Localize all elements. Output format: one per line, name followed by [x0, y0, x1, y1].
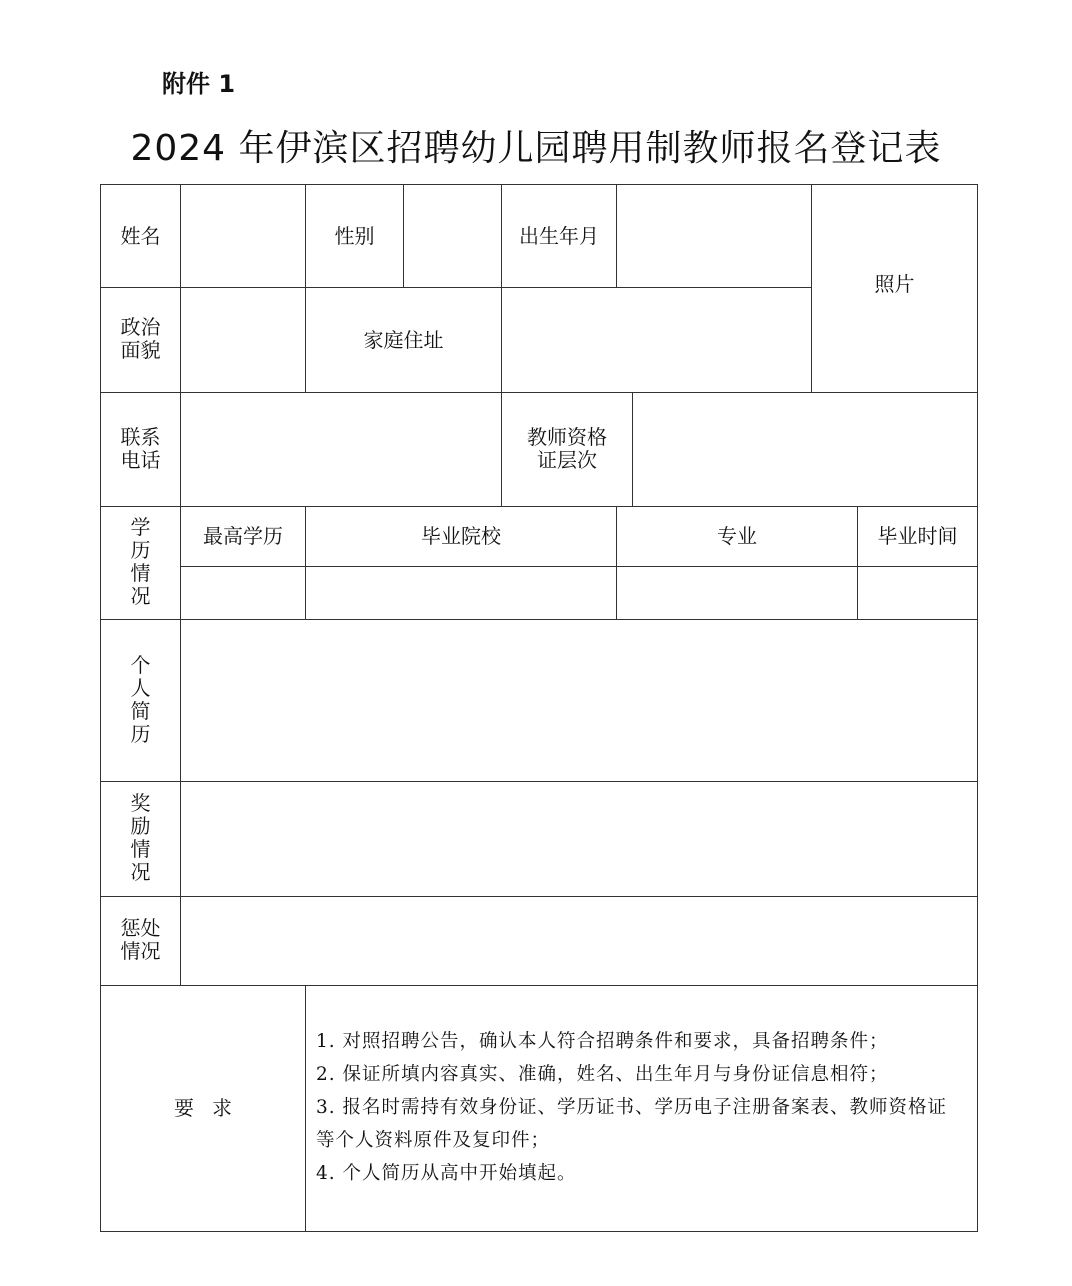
certificate-field[interactable] — [633, 393, 978, 507]
awards-label: 奖励情况 — [101, 782, 181, 897]
graduation-field[interactable] — [858, 567, 978, 620]
major-field[interactable] — [617, 567, 858, 620]
requirement-item: 3. 报名时需持有效身份证、学历证书、学历电子注册备案表、教师资格证等个人资料原件及复印件； — [316, 1097, 948, 1151]
education-header-major: 专业 — [617, 507, 858, 567]
certificate-label: 教师资格证层次 — [502, 393, 633, 507]
page-title: 2024 年伊滨区招聘幼儿园聘用制教师报名登记表 — [130, 128, 942, 169]
punishment-field[interactable] — [181, 897, 978, 986]
name-field[interactable] — [181, 185, 306, 288]
resume-field[interactable] — [181, 620, 978, 782]
punishment-label: 惩处情况 — [101, 897, 181, 986]
form-row-contact — [101, 393, 978, 507]
registration-form-table — [100, 184, 978, 1232]
form-row-requirements — [101, 986, 978, 1232]
requirement-item: 1. 对照招聘公告，确认本人符合招聘条件和要求，具备招聘条件； — [316, 1031, 889, 1053]
education-header-degree: 最高学历 — [181, 507, 306, 567]
requirement-item: 2. 保证所填内容真实、准确，姓名、出生年月与身份证信息相符； — [316, 1064, 889, 1086]
form-row-punishment — [101, 897, 978, 986]
form-row-education-header — [101, 507, 978, 567]
form-row-basic — [101, 185, 978, 288]
gender-field[interactable] — [404, 185, 502, 288]
degree-field[interactable] — [181, 567, 306, 620]
awards-field[interactable] — [181, 782, 978, 897]
education-header-school: 毕业院校 — [306, 507, 617, 567]
attachment-label: 附件 1 — [162, 70, 236, 98]
name-label: 姓名 — [101, 185, 181, 288]
political-label: 政治面貌 — [101, 288, 181, 393]
birth-label: 出生年月 — [502, 185, 617, 288]
form-row-awards — [101, 782, 978, 897]
form-row-resume — [101, 620, 978, 782]
requirement-item: 4. 个人简历从高中开始填起。 — [316, 1162, 577, 1184]
form-row-education-values — [101, 567, 978, 620]
phone-label: 联系电话 — [101, 393, 181, 507]
requirements-label: 要求 — [101, 986, 306, 1232]
birth-field[interactable] — [617, 185, 812, 288]
requirements-list — [306, 986, 978, 1232]
address-field[interactable] — [502, 288, 812, 393]
photo-box[interactable]: 照片 — [812, 185, 978, 393]
school-field[interactable] — [306, 567, 617, 620]
education-header-graduation: 毕业时间 — [858, 507, 978, 567]
political-field[interactable] — [181, 288, 306, 393]
phone-field[interactable] — [181, 393, 502, 507]
address-label: 家庭住址 — [306, 288, 502, 393]
education-label: 学历情况 — [101, 507, 181, 620]
gender-label: 性别 — [306, 185, 404, 288]
resume-label: 个人简历 — [101, 620, 181, 782]
